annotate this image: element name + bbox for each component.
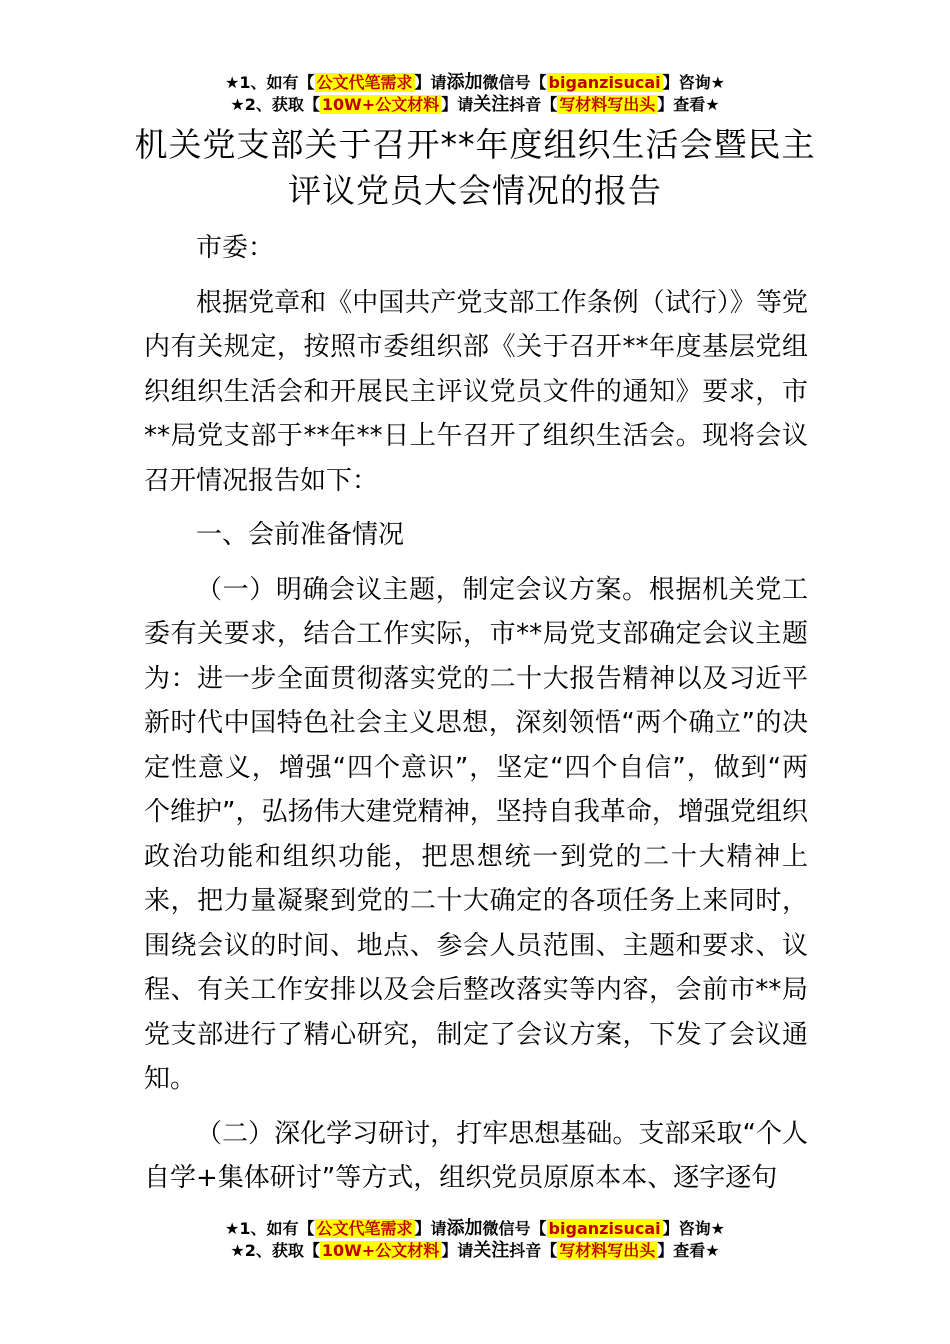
banner-text: 添加 <box>446 1218 483 1239</box>
banner-text: 关注 <box>473 1240 510 1261</box>
banner-text: ★2、获取【 <box>230 95 320 114</box>
banner-highlight: biganzisucai <box>548 1219 661 1238</box>
footer-banner <box>0 1218 950 1262</box>
banner-text: 抖音【 <box>509 1241 558 1260</box>
header-banner <box>0 72 950 116</box>
paragraph: （二）深化学习研讨，打牢思想基础。支部采取“个人自学+集体研讨”等方式，组织党员原原本本、逐字逐句 <box>144 1118 808 1193</box>
banner-text: ★1、如有【 <box>225 73 315 92</box>
banner-highlight: 写材料写出头 <box>559 1241 656 1260</box>
document-title: 机关党支部关于召开**年度组织生活会暨民主评议党员大会情况的报告 <box>134 125 816 210</box>
section-heading: 一、会前准备情况 <box>196 520 405 550</box>
banner-highlight: 10W+公文材料 <box>321 95 440 114</box>
banner-text: 关注 <box>473 94 510 115</box>
banner-text: 】查看★ <box>657 1241 720 1260</box>
banner-highlight: biganzisucai <box>548 73 661 92</box>
paragraph: 根据党章和《中国共产党支部工作条例（试行）》等党内有关规定，按照市委组织部《关于召开**年度基层党组织组织生活会和开展民主评议党员文件的通知》要求，市**局党支部于**年**日上午召开了组织生活会。现将会议召开情况报告如下： <box>144 287 808 496</box>
banner-highlight: 10W+公文材料 <box>321 1241 440 1260</box>
banner-highlight: 公文代笔需求 <box>316 73 413 92</box>
banner-text: ★1、如有【 <box>225 1219 315 1238</box>
banner-text: 微信号【 <box>482 73 547 92</box>
banner-text: 】查看★ <box>657 95 720 114</box>
banner-line-1 <box>0 1218 950 1240</box>
banner-text: 】咨询★ <box>662 1219 725 1238</box>
banner-text: 】请 <box>414 1219 447 1238</box>
banner-line-2 <box>0 1240 950 1262</box>
banner-line-1 <box>0 72 950 94</box>
banner-text: 添加 <box>446 72 483 93</box>
banner-text: 抖音【 <box>509 95 558 114</box>
banner-line-2 <box>0 94 950 116</box>
banner-highlight: 写材料写出头 <box>559 95 656 114</box>
banner-text: ★2、获取【 <box>230 1241 320 1260</box>
banner-text: 】请 <box>441 1241 474 1260</box>
banner-text: 】咨询★ <box>662 73 725 92</box>
document-body <box>144 226 808 1211</box>
banner-text: 】请 <box>441 95 474 114</box>
paragraph: （一）明确会议主题，制定会议方案。根据机关党工委有关要求，结合工作实际，市**局党支部确定会议主题为：进一步全面贯彻落实党的二十大报告精神以及习近平新时代中国特色社会主义思想，深刻领悟“两个确立”的决定性意义，增强“四个意识”，坚定“四个自信”，做到“两个维护”，弘扬伟大建党精神，坚持自我革命，增强党组织政治功能和组织功能，把思想统一到党的二十大精神上来，把力量凝聚到党的二十大确定的各项任务上来同时，围绕会议的时间、地点、参会人员范围、主题和要求、议程、有关工作安排以及会后整改落实等内容，会前市**局党支部进行了精心研究，制定了会议方案，下发了会议通知。 <box>144 574 808 1094</box>
banner-highlight: 公文代笔需求 <box>316 1219 413 1238</box>
banner-text: 微信号【 <box>482 1219 547 1238</box>
salutation: 市委： <box>196 233 275 263</box>
banner-text: 】请 <box>414 73 447 92</box>
